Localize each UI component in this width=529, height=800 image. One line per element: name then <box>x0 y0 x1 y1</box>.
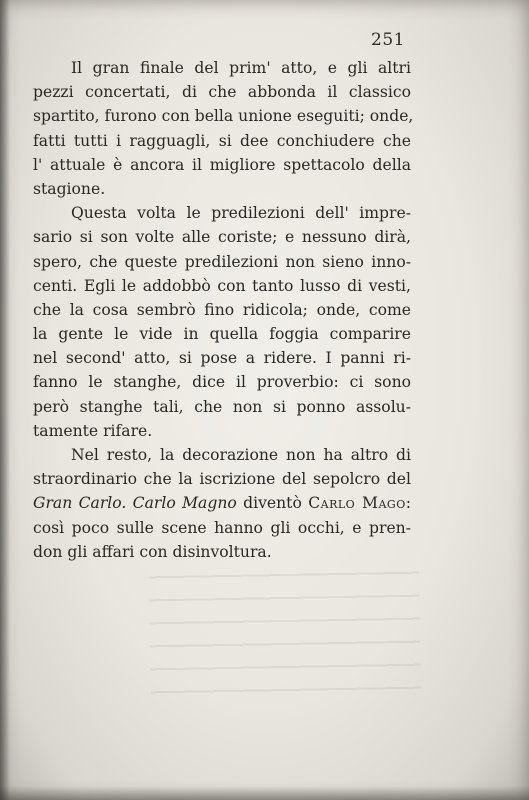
text-line: così poco sulle scene hanno gli occhi, e pren- <box>33 518 411 537</box>
text-line: fatti tutti i ragguagli, si dee conchiudere che <box>33 131 411 150</box>
text-line: Questa volta le predilezioni dell' impre- <box>71 204 411 223</box>
page-bottom-shadow <box>0 786 529 800</box>
bleed-through-text <box>149 558 422 713</box>
body-text <box>33 56 414 564</box>
text-line: spero, che queste predilezioni non sieno inno- <box>33 252 411 271</box>
text-line: tamente rifare. <box>33 421 153 440</box>
text-line: la gente le vide in quella foggia comparire <box>33 325 411 344</box>
smallcaps-name: Carlo Mago <box>308 494 406 513</box>
text-line: spartito, furono con bella unione eseguiti; onde, <box>33 107 414 126</box>
text-line: sario si son volte alle coriste; e nessuno dirà, <box>33 228 411 247</box>
page-edge-shadow <box>0 0 10 800</box>
page-number: 251 <box>371 30 405 50</box>
text-line: straordinario che la iscrizione del sepolcro del <box>33 470 411 489</box>
text-line: Nel resto, la decorazione non ha altro di <box>71 446 411 464</box>
inline-text: : <box>405 494 411 513</box>
text-line: pezzi concertati, di che abbonda il classico <box>33 83 411 102</box>
text-line: che la cosa sembrò fino ridicola; onde, come <box>33 300 411 319</box>
text-line: fanno le stanghe, dice il proverbio: ci sono <box>33 373 411 392</box>
text-line: stagione. <box>33 179 106 198</box>
italic-inscription: Gran Carlo. Carlo Magno <box>33 494 237 513</box>
text-line: però stanghe tali, che non si ponno assolu- <box>33 397 411 416</box>
text-line-mixed <box>33 491 411 515</box>
text-line: don gli affari con disinvoltura. <box>33 542 272 561</box>
text-line: nel second' atto, si pose a ridere. I panni ri- <box>33 349 411 368</box>
text-line: centi. Egli le addobbò con tanto lusso di vesti, <box>33 276 411 295</box>
inline-text: diventò <box>236 494 309 513</box>
text-line: Il gran finale del prim' atto, e gli altri <box>71 59 411 77</box>
text-line: l' attuale è ancora il migliore spettacolo della <box>33 155 411 174</box>
